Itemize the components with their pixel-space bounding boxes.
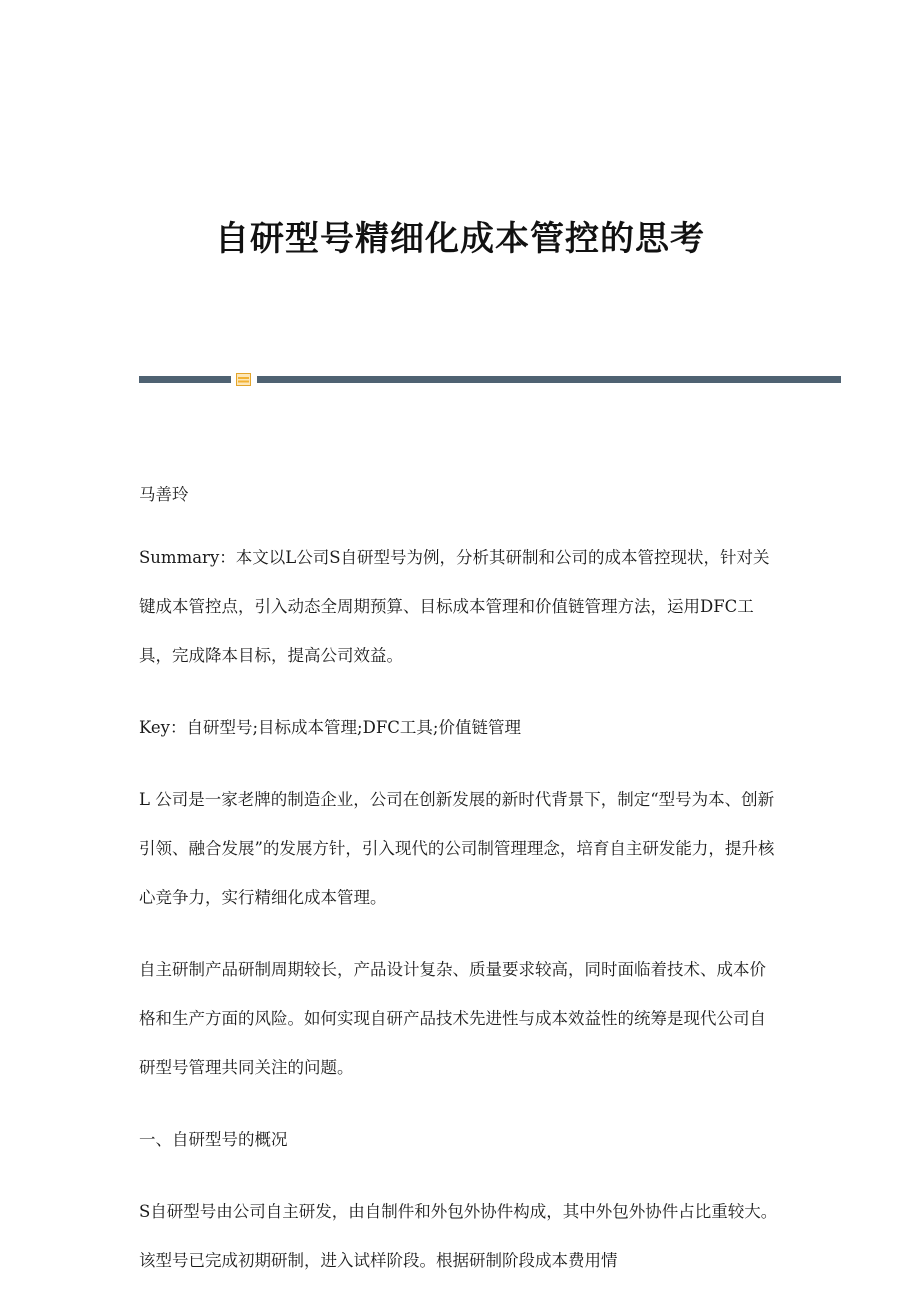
summary-paragraph: Summary：本文以L公司S自研型号为例，分析其研制和公司的成本管控现状，针对关键成本管控点，引入动态全周期预算、目标成本管理和价值链管理方法，运用DFC工具，完成降本目标，提高公司效益。	[139, 548, 770, 665]
document-title: 自研型号精细化成本管控的思考	[215, 219, 705, 259]
section-heading: 一、自研型号的概况	[139, 1130, 288, 1149]
document-body	[139, 470, 779, 1308]
title-divider	[139, 372, 841, 386]
divider-bar-right	[257, 376, 841, 383]
section-paragraph: S自研型号由公司自主研发，由自制件和外包外协件构成，其中外包外协件占比重较大。该型号已完成初期研制，进入试样阶段。根据研制阶段成本费用情	[139, 1202, 778, 1270]
body-paragraph: 自主研制产品研制周期较长，产品设计复杂、质量要求较高，同时面临着技术、成本价格和生产方面的风险。如何实现自研产品技术先进性与成本效益性的统筹是现代公司自研型号管理共同关注的问题。	[139, 960, 766, 1077]
divider-bar-left	[139, 376, 231, 383]
author-name: 马善玲	[139, 485, 189, 504]
keywords-paragraph: Key：自研型号;目标成本管理;DFC工具;价值链管理	[139, 718, 521, 737]
divider-ornament-icon	[236, 373, 251, 386]
body-paragraph: L 公司是一家老牌的制造企业，公司在创新发展的新时代背景下，制定“型号为本、创新引领、融合发展”的发展方针，引入现代的公司制管理理念，培育自主研发能力，提升核心竞争力，实行精细化成本管理。	[139, 790, 775, 907]
